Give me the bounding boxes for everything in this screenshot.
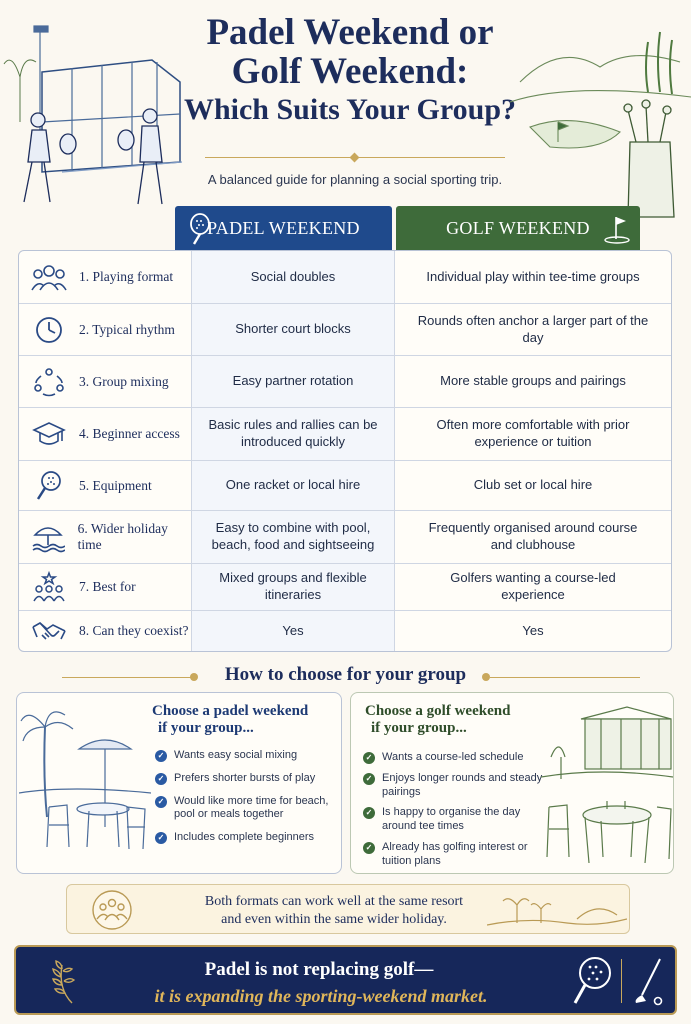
- palm-coast-icon: [487, 889, 627, 931]
- check-icon: ✓: [155, 750, 167, 762]
- golf-cell: Often more comfortable with prior experience or tuition: [394, 408, 671, 460]
- subtitle: A balanced guide for planning a social sporting trip.: [207, 172, 503, 187]
- group-circle-icon: [91, 889, 133, 931]
- list-item: ✓ Is happy to organise the day around tee times: [363, 806, 543, 834]
- check-icon: ✓: [363, 807, 375, 819]
- table-row: [19, 251, 671, 303]
- row-label: 5. Equipment: [19, 461, 191, 510]
- row-label: 8. Can they coexist?: [19, 611, 191, 651]
- golf-club-icon: [628, 955, 670, 1007]
- table-row: [19, 407, 671, 460]
- padel-players-illustration-icon: [2, 22, 192, 212]
- title-line-3: Which Suits Your Group?: [183, 92, 517, 126]
- both-formats-text: Both formats can work well at the same resort and even within the same wider holiday.: [204, 894, 464, 928]
- check-icon: ✓: [363, 842, 375, 854]
- padel-column-header: [175, 206, 392, 250]
- golf-column-label: GOLF WEEKEND: [446, 217, 590, 238]
- padel-racket-icon: [571, 955, 615, 1007]
- padel-cell: Yes: [191, 611, 394, 651]
- check-icon: ✓: [155, 773, 167, 785]
- golf-cell: Golfers wanting a course-led experience: [394, 564, 671, 610]
- row-label: 6. Wider holiday time: [19, 511, 191, 563]
- padel-cell: Easy partner rotation: [191, 356, 394, 407]
- check-icon: ✓: [363, 752, 375, 764]
- choose-section-title: How to choose for your group: [224, 664, 467, 685]
- padel-choice-list: [155, 749, 340, 854]
- row-label: 1. Playing format: [19, 251, 191, 303]
- table-row: [19, 460, 671, 510]
- padel-card-heading: Choose a padel weekend if your group...: [152, 703, 309, 737]
- title-divider: [205, 157, 505, 158]
- row-label: 7. Best for: [19, 564, 191, 610]
- golf-cell: Frequently organised around course and clubhouse: [394, 511, 671, 563]
- beach-umbrella-icon: [29, 520, 68, 554]
- page-title: [170, 14, 530, 125]
- row-label: 3. Group mixing: [19, 356, 191, 407]
- laurel-icon: [52, 959, 92, 1005]
- footer-banner: [14, 945, 677, 1015]
- table-row: [19, 510, 671, 563]
- footer-tagline: it is expanding the sporting-weekend market.: [154, 986, 488, 1006]
- handshake-icon: [29, 614, 69, 648]
- list-item: ✓ Would like more time for beach, pool or meals together: [155, 795, 340, 823]
- golf-column-header: [396, 206, 640, 250]
- title-line-1: Padel Weekend or: [206, 12, 494, 53]
- list-item: ✓ Enjoys longer rounds and steady pairings: [363, 772, 543, 800]
- footer-headline: Padel is not replacing golf—: [204, 959, 434, 980]
- golf-cell: Yes: [394, 611, 671, 651]
- padel-choice-card: [16, 692, 342, 874]
- golf-cell: Rounds often anchor a larger part of the day: [394, 304, 671, 355]
- padel-cell: Basic rules and rallies can be introduced quickly: [191, 408, 394, 460]
- padel-cell: Mixed groups and flexible itineraries: [191, 564, 394, 610]
- beach-cafe-illustration-icon: [19, 697, 151, 871]
- padel-cell: Easy to combine with pool, beach, food and sightseeing: [191, 511, 394, 563]
- comparison-table: [18, 250, 672, 652]
- table-row: [19, 303, 671, 355]
- check-icon: ✓: [155, 796, 167, 808]
- list-item: ✓ Wants easy social mixing: [155, 749, 340, 763]
- group-icon: [29, 260, 69, 294]
- golf-cell: Individual play within tee-time groups: [394, 251, 671, 303]
- padel-cell: Social doubles: [191, 251, 394, 303]
- golf-card-heading: Choose a golf weekend if your group...: [365, 703, 511, 737]
- table-row: [19, 563, 671, 610]
- section-divider-right: [490, 677, 640, 678]
- list-item: ✓ Prefers shorter bursts of play: [155, 772, 340, 786]
- title-line-2: Golf Weekend:: [231, 50, 469, 92]
- golf-course-illustration-icon: [510, 22, 691, 232]
- footer-divider: [621, 959, 622, 1003]
- racket-icon: [29, 469, 69, 503]
- list-item: ✓ Already has golfing interest or tuition plans: [363, 841, 543, 869]
- clubhouse-terrace-illustration-icon: [541, 697, 673, 871]
- golf-flag-icon: [602, 213, 632, 245]
- list-item: ✓ Wants a course-led schedule: [363, 751, 543, 765]
- check-icon: ✓: [363, 773, 375, 785]
- list-item: ✓ Includes complete beginners: [155, 831, 340, 845]
- divider-dot: [482, 673, 490, 681]
- golf-cell: More stable groups and pairings: [394, 356, 671, 407]
- padel-column-label: PADEL WEEKEND: [207, 217, 360, 238]
- padel-cell: Shorter court blocks: [191, 304, 394, 355]
- star-group-icon: [29, 570, 69, 604]
- padel-cell: One racket or local hire: [191, 461, 394, 510]
- padel-racket-icon: [187, 213, 213, 245]
- golf-choice-list: [363, 751, 543, 874]
- row-label: 4. Beginner access: [19, 408, 191, 460]
- header: [0, 0, 691, 200]
- row-label: 2. Typical rhythm: [19, 304, 191, 355]
- clock-icon: [29, 313, 69, 347]
- rotate-people-icon: [29, 365, 69, 399]
- golf-cell: Club set or local hire: [394, 461, 671, 510]
- check-icon: ✓: [155, 832, 167, 844]
- both-formats-note: [66, 884, 630, 934]
- table-row: [19, 355, 671, 407]
- table-row: [19, 610, 671, 651]
- golf-choice-card: [350, 692, 674, 874]
- graduation-cap-icon: [29, 417, 69, 451]
